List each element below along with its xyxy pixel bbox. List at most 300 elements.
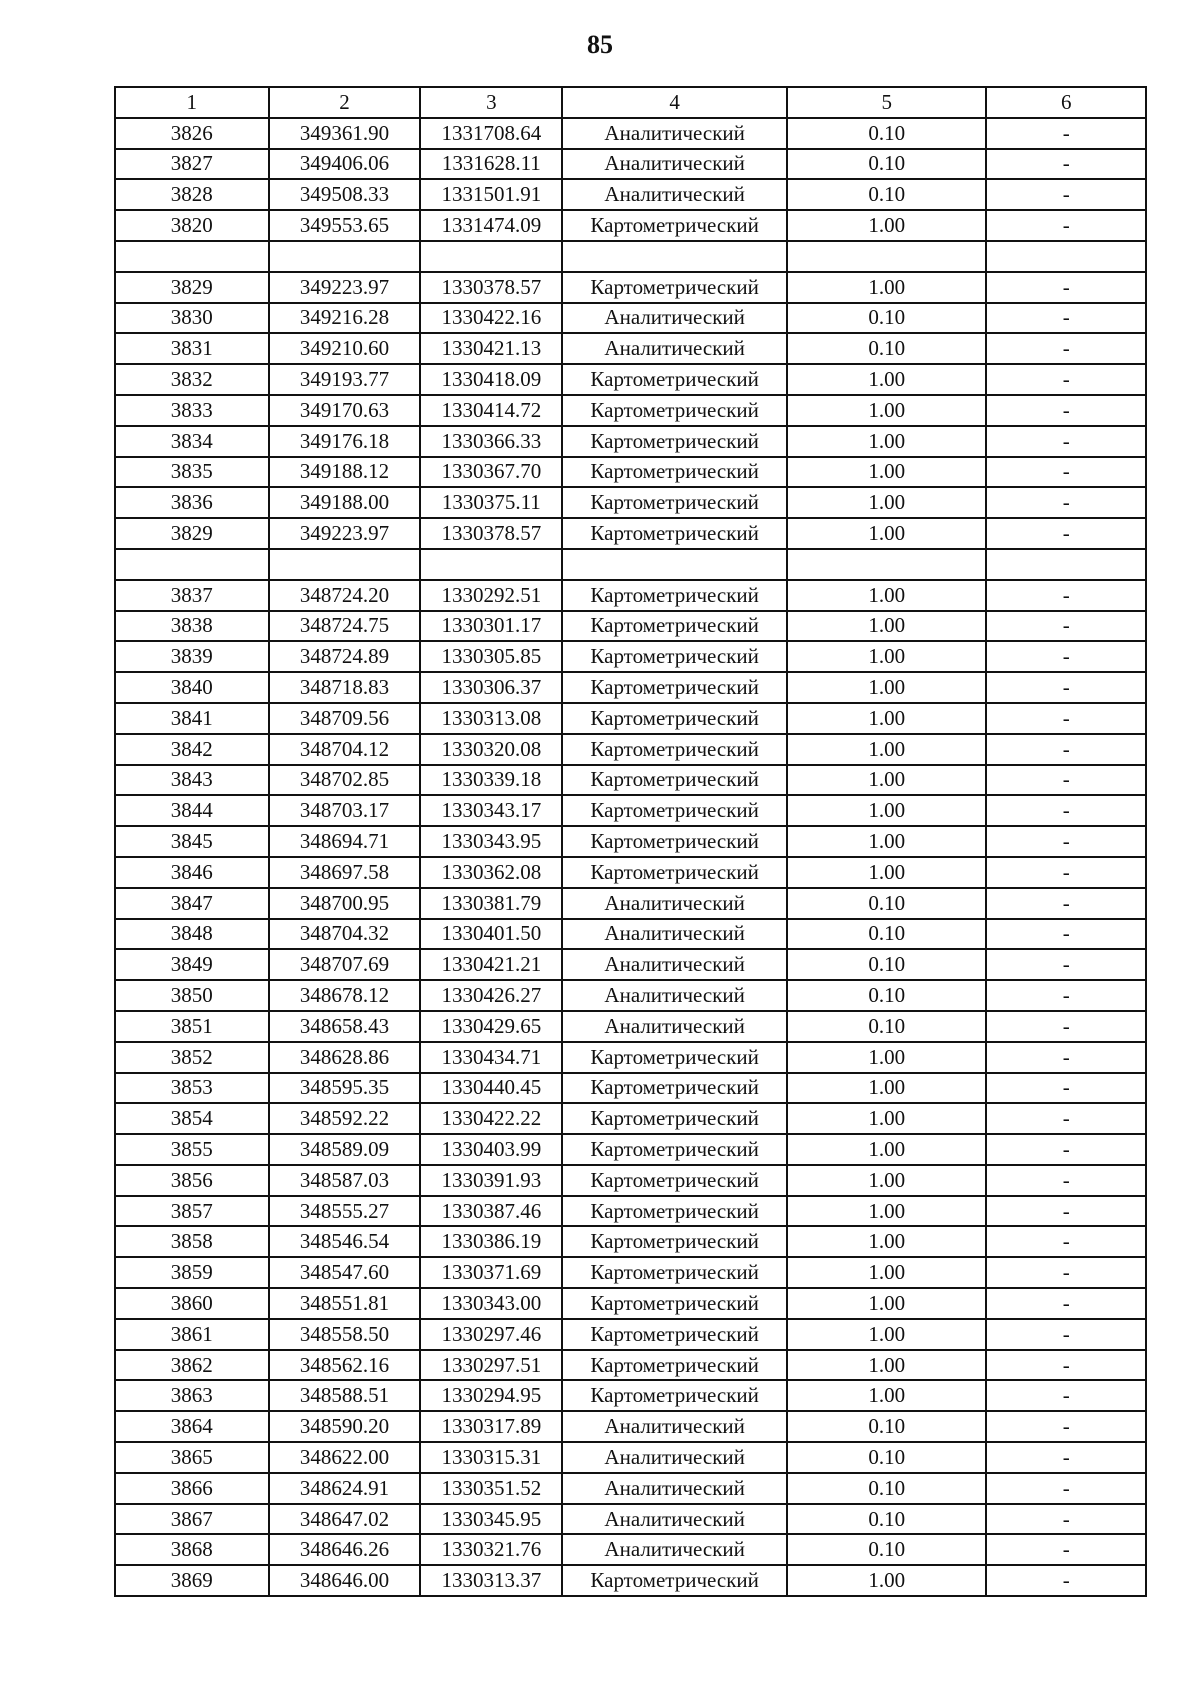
method-cell: Аналитический xyxy=(562,1442,787,1473)
x-coordinate-cell: 348547.60 xyxy=(269,1257,421,1288)
point-number-cell: 3848 xyxy=(115,919,269,950)
y-coordinate-cell: 1330343.00 xyxy=(420,1288,562,1319)
point-number-cell: 3840 xyxy=(115,672,269,703)
method-cell: Аналитический xyxy=(562,179,787,210)
point-number-cell: 3843 xyxy=(115,765,269,796)
accuracy-cell: 0.10 xyxy=(787,333,986,364)
table-row xyxy=(115,241,1146,272)
x-coordinate-cell: 348588.51 xyxy=(269,1380,421,1411)
y-coordinate-cell: 1330301.17 xyxy=(420,611,562,642)
accuracy-cell: 1.00 xyxy=(787,734,986,765)
accuracy-cell: 0.10 xyxy=(787,949,986,980)
method-cell: Аналитический xyxy=(562,303,787,334)
table-row xyxy=(115,272,1146,303)
method-cell: Картометрический xyxy=(562,1565,787,1596)
description-cell: - xyxy=(986,426,1146,457)
method-cell: Аналитический xyxy=(562,333,787,364)
y-coordinate-cell: 1330339.18 xyxy=(420,765,562,796)
description-cell: - xyxy=(986,1134,1146,1165)
description-cell: - xyxy=(986,1411,1146,1442)
description-cell: - xyxy=(986,1042,1146,1073)
x-coordinate-cell: 349193.77 xyxy=(269,364,421,395)
description-cell xyxy=(986,241,1146,272)
y-coordinate-cell: 1330429.65 xyxy=(420,1011,562,1042)
y-coordinate-cell xyxy=(420,241,562,272)
description-cell: - xyxy=(986,611,1146,642)
description-cell: - xyxy=(986,795,1146,826)
table-row xyxy=(115,1350,1146,1381)
point-number-cell: 3844 xyxy=(115,795,269,826)
accuracy-cell: 1.00 xyxy=(787,826,986,857)
x-coordinate-cell: 349508.33 xyxy=(269,179,421,210)
x-coordinate-cell: 348658.43 xyxy=(269,1011,421,1042)
table-row xyxy=(115,1380,1146,1411)
accuracy-cell: 0.10 xyxy=(787,118,986,149)
method-cell: Картометрический xyxy=(562,1380,787,1411)
method-cell: Картометрический xyxy=(562,1257,787,1288)
description-cell xyxy=(986,549,1146,580)
x-coordinate-cell: 348724.20 xyxy=(269,580,421,611)
x-coordinate-cell: 349223.97 xyxy=(269,518,421,549)
point-number-cell: 3830 xyxy=(115,303,269,334)
accuracy-cell: 1.00 xyxy=(787,1134,986,1165)
method-cell: Картометрический xyxy=(562,1319,787,1350)
point-number-cell: 3841 xyxy=(115,703,269,734)
method-cell: Аналитический xyxy=(562,1473,787,1504)
x-coordinate-cell: 349176.18 xyxy=(269,426,421,457)
column-header: 4 xyxy=(562,87,787,118)
y-coordinate-cell: 1330321.76 xyxy=(420,1534,562,1565)
description-cell: - xyxy=(986,980,1146,1011)
method-cell: Картометрический xyxy=(562,734,787,765)
point-number-cell: 3860 xyxy=(115,1288,269,1319)
description-cell: - xyxy=(986,1534,1146,1565)
accuracy-cell: 1.00 xyxy=(787,1319,986,1350)
method-cell: Картометрический xyxy=(562,210,787,241)
y-coordinate-cell: 1330297.51 xyxy=(420,1350,562,1381)
y-coordinate-cell: 1330378.57 xyxy=(420,518,562,549)
x-coordinate-cell: 349361.90 xyxy=(269,118,421,149)
y-coordinate-cell: 1330421.13 xyxy=(420,333,562,364)
description-cell: - xyxy=(986,1257,1146,1288)
method-cell: Картометрический xyxy=(562,826,787,857)
accuracy-cell: 0.10 xyxy=(787,149,986,180)
table-row xyxy=(115,333,1146,364)
point-number-cell: 3853 xyxy=(115,1073,269,1104)
description-cell: - xyxy=(986,888,1146,919)
x-coordinate-cell: 348595.35 xyxy=(269,1073,421,1104)
accuracy-cell xyxy=(787,549,986,580)
y-coordinate-cell: 1330343.95 xyxy=(420,826,562,857)
column-header: 5 xyxy=(787,87,986,118)
accuracy-cell: 1.00 xyxy=(787,1288,986,1319)
x-coordinate-cell: 348592.22 xyxy=(269,1103,421,1134)
point-number-cell: 3828 xyxy=(115,179,269,210)
accuracy-cell: 1.00 xyxy=(787,518,986,549)
accuracy-cell: 0.10 xyxy=(787,980,986,1011)
y-coordinate-cell: 1330421.21 xyxy=(420,949,562,980)
method-cell: Аналитический xyxy=(562,149,787,180)
y-coordinate-cell: 1330422.22 xyxy=(420,1103,562,1134)
point-number-cell: 3837 xyxy=(115,580,269,611)
x-coordinate-cell: 348678.12 xyxy=(269,980,421,1011)
x-coordinate-cell: 349188.12 xyxy=(269,457,421,488)
description-cell: - xyxy=(986,1288,1146,1319)
table-row xyxy=(115,1565,1146,1596)
table-row xyxy=(115,303,1146,334)
description-cell: - xyxy=(986,1319,1146,1350)
accuracy-cell: 1.00 xyxy=(787,1257,986,1288)
y-coordinate-cell: 1330362.08 xyxy=(420,857,562,888)
table-row xyxy=(115,487,1146,518)
point-number-cell: 3856 xyxy=(115,1165,269,1196)
x-coordinate-cell: 348703.17 xyxy=(269,795,421,826)
description-cell: - xyxy=(986,580,1146,611)
x-coordinate-cell: 349406.06 xyxy=(269,149,421,180)
table-row xyxy=(115,1073,1146,1104)
point-number-cell: 3846 xyxy=(115,857,269,888)
description-cell: - xyxy=(986,734,1146,765)
description-cell: - xyxy=(986,703,1146,734)
x-coordinate-cell: 348694.71 xyxy=(269,826,421,857)
accuracy-cell: 0.10 xyxy=(787,179,986,210)
method-cell: Аналитический xyxy=(562,919,787,950)
y-coordinate-cell: 1330418.09 xyxy=(420,364,562,395)
method-cell: Аналитический xyxy=(562,1411,787,1442)
table-row xyxy=(115,1226,1146,1257)
y-coordinate-cell: 1330391.93 xyxy=(420,1165,562,1196)
y-coordinate-cell: 1330386.19 xyxy=(420,1226,562,1257)
point-number-cell: 3838 xyxy=(115,611,269,642)
point-number-cell: 3847 xyxy=(115,888,269,919)
method-cell: Аналитический xyxy=(562,1534,787,1565)
description-cell: - xyxy=(986,1504,1146,1535)
description-cell: - xyxy=(986,1011,1146,1042)
point-number-cell: 3865 xyxy=(115,1442,269,1473)
point-number-cell: 3858 xyxy=(115,1226,269,1257)
method-cell: Аналитический xyxy=(562,980,787,1011)
accuracy-cell: 1.00 xyxy=(787,457,986,488)
method-cell: Картометрический xyxy=(562,641,787,672)
description-cell: - xyxy=(986,149,1146,180)
accuracy-cell: 1.00 xyxy=(787,641,986,672)
y-coordinate-cell: 1330381.79 xyxy=(420,888,562,919)
column-header: 6 xyxy=(986,87,1146,118)
y-coordinate-cell: 1330414.72 xyxy=(420,395,562,426)
x-coordinate-cell: 348709.56 xyxy=(269,703,421,734)
accuracy-cell: 1.00 xyxy=(787,1565,986,1596)
accuracy-cell: 0.10 xyxy=(787,1442,986,1473)
x-coordinate-cell: 348562.16 xyxy=(269,1350,421,1381)
table-header xyxy=(115,87,1146,118)
accuracy-cell: 0.10 xyxy=(787,1011,986,1042)
description-cell: - xyxy=(986,1073,1146,1104)
x-coordinate-cell: 348704.32 xyxy=(269,919,421,950)
y-coordinate-cell: 1330320.08 xyxy=(420,734,562,765)
x-coordinate-cell xyxy=(269,549,421,580)
point-number-cell: 3851 xyxy=(115,1011,269,1042)
method-cell: Картометрический xyxy=(562,1134,787,1165)
description-cell: - xyxy=(986,826,1146,857)
y-coordinate-cell: 1330366.33 xyxy=(420,426,562,457)
x-coordinate-cell: 348704.12 xyxy=(269,734,421,765)
y-coordinate-cell: 1330297.46 xyxy=(420,1319,562,1350)
table-row xyxy=(115,118,1146,149)
column-header: 2 xyxy=(269,87,421,118)
point-number-cell: 3834 xyxy=(115,426,269,457)
description-cell: - xyxy=(986,1103,1146,1134)
y-coordinate-cell: 1330434.71 xyxy=(420,1042,562,1073)
table-row xyxy=(115,795,1146,826)
point-number-cell: 3852 xyxy=(115,1042,269,1073)
point-number-cell: 3842 xyxy=(115,734,269,765)
point-number-cell: 3839 xyxy=(115,641,269,672)
accuracy-cell: 1.00 xyxy=(787,272,986,303)
x-coordinate-cell: 349170.63 xyxy=(269,395,421,426)
accuracy-cell: 1.00 xyxy=(787,1165,986,1196)
description-cell: - xyxy=(986,919,1146,950)
table-row xyxy=(115,1134,1146,1165)
x-coordinate-cell: 349553.65 xyxy=(269,210,421,241)
column-header: 3 xyxy=(420,87,562,118)
point-number-cell: 3868 xyxy=(115,1534,269,1565)
y-coordinate-cell: 1330315.31 xyxy=(420,1442,562,1473)
accuracy-cell: 0.10 xyxy=(787,1504,986,1535)
page-number: 85 xyxy=(587,30,613,59)
table-row xyxy=(115,1534,1146,1565)
point-number-cell xyxy=(115,241,269,272)
description-cell: - xyxy=(986,487,1146,518)
point-number-cell: 3862 xyxy=(115,1350,269,1381)
point-number-cell: 3867 xyxy=(115,1504,269,1535)
table-row xyxy=(115,857,1146,888)
accuracy-cell: 1.00 xyxy=(787,1226,986,1257)
method-cell xyxy=(562,241,787,272)
y-coordinate-cell: 1330345.95 xyxy=(420,1504,562,1535)
description-cell: - xyxy=(986,1165,1146,1196)
y-coordinate-cell: 1330343.17 xyxy=(420,795,562,826)
description-cell: - xyxy=(986,1350,1146,1381)
y-coordinate-cell: 1331708.64 xyxy=(420,118,562,149)
point-number-cell: 3864 xyxy=(115,1411,269,1442)
y-coordinate-cell: 1330313.08 xyxy=(420,703,562,734)
accuracy-cell: 1.00 xyxy=(787,795,986,826)
y-coordinate-cell: 1330367.70 xyxy=(420,457,562,488)
description-cell: - xyxy=(986,1196,1146,1227)
description-cell: - xyxy=(986,118,1146,149)
table-body xyxy=(115,118,1146,1596)
description-cell: - xyxy=(986,364,1146,395)
accuracy-cell: 1.00 xyxy=(787,703,986,734)
point-number-cell: 3869 xyxy=(115,1565,269,1596)
method-cell: Аналитический xyxy=(562,1011,787,1042)
method-cell: Картометрический xyxy=(562,1042,787,1073)
accuracy-cell: 1.00 xyxy=(787,1073,986,1104)
accuracy-cell: 0.10 xyxy=(787,1473,986,1504)
table-row xyxy=(115,980,1146,1011)
header-row xyxy=(115,87,1146,118)
point-number-cell: 3827 xyxy=(115,149,269,180)
accuracy-cell: 1.00 xyxy=(787,1350,986,1381)
y-coordinate-cell: 1330305.85 xyxy=(420,641,562,672)
accuracy-cell: 1.00 xyxy=(787,1103,986,1134)
y-coordinate-cell: 1330387.46 xyxy=(420,1196,562,1227)
method-cell: Картометрический xyxy=(562,1226,787,1257)
table-row xyxy=(115,765,1146,796)
y-coordinate-cell: 1330294.95 xyxy=(420,1380,562,1411)
point-number-cell xyxy=(115,549,269,580)
accuracy-cell: 0.10 xyxy=(787,303,986,334)
x-coordinate-cell: 348551.81 xyxy=(269,1288,421,1319)
x-coordinate-cell: 349210.60 xyxy=(269,333,421,364)
table-row xyxy=(115,149,1146,180)
description-cell: - xyxy=(986,1473,1146,1504)
method-cell: Картометрический xyxy=(562,395,787,426)
y-coordinate-cell: 1330401.50 xyxy=(420,919,562,950)
method-cell: Картометрический xyxy=(562,795,787,826)
x-coordinate-cell: 348702.85 xyxy=(269,765,421,796)
table-row xyxy=(115,518,1146,549)
table-row xyxy=(115,457,1146,488)
x-coordinate-cell: 348555.27 xyxy=(269,1196,421,1227)
point-number-cell: 3863 xyxy=(115,1380,269,1411)
y-coordinate-cell: 1331501.91 xyxy=(420,179,562,210)
point-number-cell: 3855 xyxy=(115,1134,269,1165)
method-cell: Картометрический xyxy=(562,364,787,395)
point-number-cell: 3854 xyxy=(115,1103,269,1134)
table-row xyxy=(115,826,1146,857)
accuracy-cell: 1.00 xyxy=(787,364,986,395)
method-cell: Аналитический xyxy=(562,949,787,980)
method-cell: Картометрический xyxy=(562,272,787,303)
x-coordinate-cell: 349216.28 xyxy=(269,303,421,334)
table-row xyxy=(115,179,1146,210)
y-coordinate-cell: 1330351.52 xyxy=(420,1473,562,1504)
table-row xyxy=(115,1442,1146,1473)
point-number-cell: 3831 xyxy=(115,333,269,364)
table-row xyxy=(115,611,1146,642)
table-row xyxy=(115,1473,1146,1504)
table-row xyxy=(115,1011,1146,1042)
table-row xyxy=(115,426,1146,457)
method-cell: Картометрический xyxy=(562,765,787,796)
accuracy-cell: 1.00 xyxy=(787,426,986,457)
method-cell xyxy=(562,549,787,580)
y-coordinate-cell: 1330313.37 xyxy=(420,1565,562,1596)
accuracy-cell: 1.00 xyxy=(787,765,986,796)
point-number-cell: 3836 xyxy=(115,487,269,518)
y-coordinate-cell: 1331474.09 xyxy=(420,210,562,241)
coordinates-table xyxy=(114,86,1147,1597)
x-coordinate-cell: 348558.50 xyxy=(269,1319,421,1350)
accuracy-cell: 1.00 xyxy=(787,857,986,888)
y-coordinate-cell: 1330426.27 xyxy=(420,980,562,1011)
method-cell: Картометрический xyxy=(562,518,787,549)
description-cell: - xyxy=(986,1565,1146,1596)
x-coordinate-cell: 348724.75 xyxy=(269,611,421,642)
method-cell: Аналитический xyxy=(562,118,787,149)
y-coordinate-cell: 1330292.51 xyxy=(420,580,562,611)
y-coordinate-cell: 1330371.69 xyxy=(420,1257,562,1288)
table-row xyxy=(115,549,1146,580)
x-coordinate-cell: 348707.69 xyxy=(269,949,421,980)
accuracy-cell: 1.00 xyxy=(787,672,986,703)
x-coordinate-cell: 348700.95 xyxy=(269,888,421,919)
method-cell: Картометрический xyxy=(562,672,787,703)
x-coordinate-cell: 348622.00 xyxy=(269,1442,421,1473)
accuracy-cell: 1.00 xyxy=(787,1380,986,1411)
table-row xyxy=(115,395,1146,426)
method-cell: Аналитический xyxy=(562,888,787,919)
description-cell: - xyxy=(986,1226,1146,1257)
table-row xyxy=(115,703,1146,734)
table-row xyxy=(115,1165,1146,1196)
method-cell: Аналитический xyxy=(562,1504,787,1535)
table-row xyxy=(115,1411,1146,1442)
column-header: 1 xyxy=(115,87,269,118)
accuracy-cell: 1.00 xyxy=(787,487,986,518)
description-cell: - xyxy=(986,641,1146,672)
method-cell: Картометрический xyxy=(562,1165,787,1196)
point-number-cell: 3859 xyxy=(115,1257,269,1288)
point-number-cell: 3820 xyxy=(115,210,269,241)
description-cell: - xyxy=(986,857,1146,888)
y-coordinate-cell: 1330378.57 xyxy=(420,272,562,303)
accuracy-cell: 0.10 xyxy=(787,919,986,950)
table-row xyxy=(115,888,1146,919)
method-cell: Картометрический xyxy=(562,1288,787,1319)
method-cell: Картометрический xyxy=(562,487,787,518)
table-row xyxy=(115,1042,1146,1073)
accuracy-cell: 1.00 xyxy=(787,210,986,241)
table-row xyxy=(115,919,1146,950)
y-coordinate-cell: 1331628.11 xyxy=(420,149,562,180)
x-coordinate-cell: 348589.09 xyxy=(269,1134,421,1165)
point-number-cell: 3861 xyxy=(115,1319,269,1350)
method-cell: Картометрический xyxy=(562,1073,787,1104)
method-cell: Картометрический xyxy=(562,426,787,457)
point-number-cell: 3826 xyxy=(115,118,269,149)
x-coordinate-cell: 348646.26 xyxy=(269,1534,421,1565)
x-coordinate-cell: 348590.20 xyxy=(269,1411,421,1442)
point-number-cell: 3845 xyxy=(115,826,269,857)
description-cell: - xyxy=(986,518,1146,549)
point-number-cell: 3835 xyxy=(115,457,269,488)
y-coordinate-cell: 1330403.99 xyxy=(420,1134,562,1165)
x-coordinate-cell: 349188.00 xyxy=(269,487,421,518)
description-cell: - xyxy=(986,457,1146,488)
point-number-cell: 3850 xyxy=(115,980,269,1011)
table-row xyxy=(115,1103,1146,1134)
accuracy-cell: 1.00 xyxy=(787,1196,986,1227)
point-number-cell: 3833 xyxy=(115,395,269,426)
description-cell: - xyxy=(986,303,1146,334)
method-cell: Картометрический xyxy=(562,703,787,734)
x-coordinate-cell: 348624.91 xyxy=(269,1473,421,1504)
y-coordinate-cell: 1330375.11 xyxy=(420,487,562,518)
table-row xyxy=(115,1504,1146,1535)
y-coordinate-cell: 1330306.37 xyxy=(420,672,562,703)
point-number-cell: 3832 xyxy=(115,364,269,395)
accuracy-cell: 0.10 xyxy=(787,1534,986,1565)
x-coordinate-cell: 348718.83 xyxy=(269,672,421,703)
method-cell: Картометрический xyxy=(562,857,787,888)
method-cell: Картометрический xyxy=(562,611,787,642)
accuracy-cell: 0.10 xyxy=(787,888,986,919)
description-cell: - xyxy=(986,765,1146,796)
description-cell: - xyxy=(986,672,1146,703)
x-coordinate-cell: 348587.03 xyxy=(269,1165,421,1196)
